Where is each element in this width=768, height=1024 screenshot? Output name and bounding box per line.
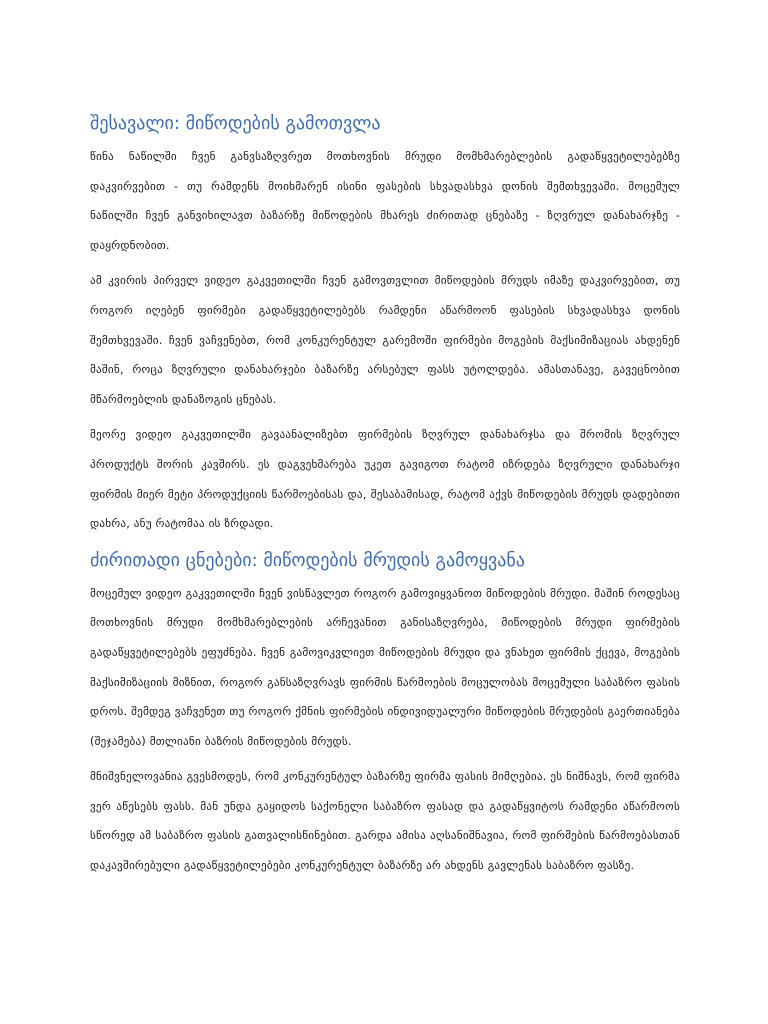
section-heading-introduction: შესავალი: მიწოდების გამოთვლა [90,113,381,134]
section-heading-key-concepts: ძირითადი ცნებები: მიწოდების მრუდის გამოყვანა [90,549,525,571]
document-page [90,108,680,887]
paragraph: ამ კვირის პირველ ვიდეო გაკვეთილში ჩვენ გამოვთვლით მიწოდების მრუდს იმაზე დაკვირვებით, თუ როგორ იღებენ ფირმები გადაწყვეტილებებს რამდენი აწარმოონ ფასების სხვადასხვა დონის შემთხვევაში. ჩვენ ვაჩვენებთ, რომ კონკურენტულ გარემოში ფირმები მოგების მაქსიმიზაციას ახდენენ მაშინ, როცა ზღვრული დანახარჯები ბაზარზე არსებულ ფასს უტოლდება. ამასთანავე, გავეცნობით მწარმოებლის დანაზოგის ცნებას. [90,274,680,406]
paragraph: მნიშვნელოვანია გვესმოდეს, რომ კონკურენტულ ბაზარზე ფირმა ფასის მიმღებია. ეს ნიშნავს, რომ ფირმა ვერ აწესებს ფასს. მან უნდა გაყიდოს საქონელი საბაზრო ფასად და გადაწყვიტოს რამდენი აწარმოოს სწორედ ამ საბაზრო ფასის გათვალისწინებით. გარდა ამისა აღსანიშნავია, რომ ფირმების წარმოებასთან დაკავშირებული გადაწყვეტილებები კონკურენტულ ბაზარზე არ ახდენს გავლენას საბაზრო ფასზე. [90,770,680,873]
paragraph: წინა ნაწილში ჩვენ განვსაზღვრეთ მოთხოვნის მრუდი მომხმარებლების გადაწყვეტილებებზე დაკვირვებით - თუ რამდენს მოიხმარენ ისინი ფასების სხვადასხვა დონის შემთხვევაში. მოცემულ ნაწილში ჩვენ განვიხილავთ ბაზარზე მიწოდების მხარეს ძირითად ცნებაზე - ზღვრულ დანახარჯზე - დაყრდნობით. [90,150,680,252]
paragraph: მეორე ვიდეო გაკვეთილში გავაანალიზებთ ფირმების ზღვრულ დანახარჯსა და შრომის ზღვრულ პროდუქტს შორის კავშირს. ეს დაგვეხმარება უკეთ გავიგოთ რატომ იზრდება ზღვრული დანახარჯი ფირმის მიერ მეტი პროდუქციის წარმოებისას და, შესაბამისად, რატომ აქვს მიწოდების მრუდს დადებითი დახრა, ანუ რატომაა ის ზრდადი. [90,428,680,531]
paragraph: მოცემულ ვიდეო გაკვეთილში ჩვენ ვისწავლეთ როგორ გამოვიყვანოთ მიწოდების მრუდი. მაშინ როდესაც მოთხოვნის მრუდი მომხმარებლების არჩევანით განისაზღვრება, მიწოდების მრუდი ფირმების გადაწყვეტილებებს ეფუძნება. ჩვენ გამოვიკვლიეთ მიწოდების მრუდი და ვნახეთ ფირმის ქცევა, მოგების მაქსიმიზაციის მიზნით, როგორ განსაზღვრავს ფირმის წარმოების მოცულობას მოცემული საბაზრო ფასის დროს. შემდეგ ვაჩვენეთ თუ როგორ ქმნის ფირმების ინდივიდუალური მიწოდების მრუდების გაერთიანება (შეჯამება) მთლიანი ბაზრის მიწოდების მრუდს. [90,586,680,748]
